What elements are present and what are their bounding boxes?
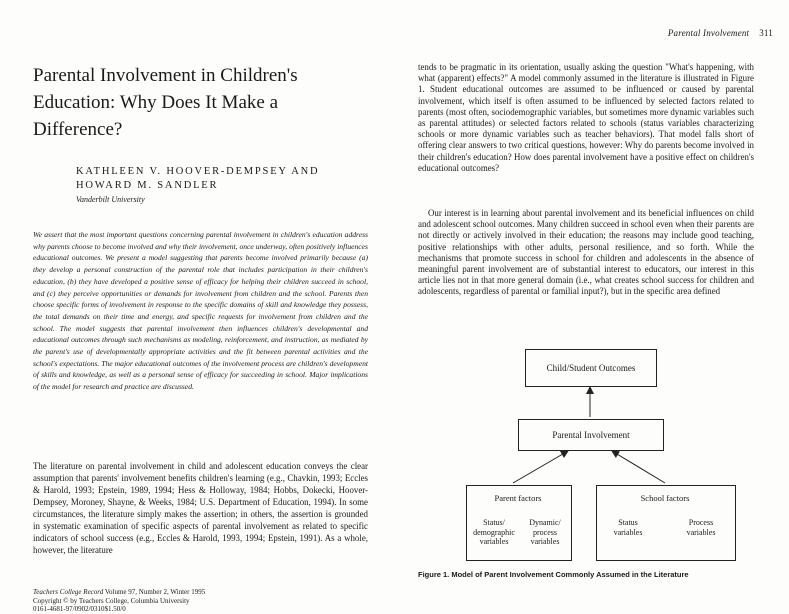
- body-text-left: The literature on parental involvement in child and adolescent education conveys the clear assumption that parents' involvement benefits children's learning (e.g., Chavkin, 1993; Eccles & Harold, 1993; Epstein, 1989, 1994; Hess & Holloway, 1984; Hobbs, Dokecki, Hoover-Dempsey, Moroney, Shayne, & Weeks, 1984; U.S. Department of Education, 1994). In some circumstances, the literature simply makes the assertion; in others, the assertion is grounded in systematic examination of specific aspects of parental involvement as related to specific indicators of school success (e.g., Eccles & Harold, 1993, 1994; Epstein, 1991). As a whole, however, the literature: [33, 461, 368, 555]
- parent-status-variables: [468, 518, 520, 547]
- parent-dynamic-line-3: variables: [530, 537, 560, 546]
- outcomes-label: Child/Student Outcomes: [546, 363, 636, 373]
- abstract: We assert that the most important questions concerning parental involvement in children's education address why parents choose to become involved and why their involvement, once underway, often positively influences educational outcomes. We present a model suggesting that parents become involved primarily because (a) they develop a personal construction of the parental role that includes participation in their children's education, (b) they have developed a positive sense of efficacy for helping their children succeed in school, and (c) they perceive opportunities or demands for involvement from children and the school. Parents then choose specific forms of involvement in response to the specific domains of skill and knowledge they possess, the total demands on their time and energy, and specific requests for involvement from children and the school. The model suggests that parental involvement then influences children's developmental and educational outcomes through such mechanisms as modeling, reinforcement, and instruction, as mediated by the parent's use of developmentally appropriate activities and the fit between parental activities and the school's expectations. The major educational outcomes of the involvement process are children's development of skills and knowledge, as well as a personal sense of efficacy for succeeding in school. Major implications of the model for research and practice are discussed.: [33, 230, 368, 392]
- journal-issue: Volume 97, Number 2, Winter 1995: [104, 588, 206, 596]
- author-line-2: HOWARD M. SANDLER: [76, 180, 219, 191]
- body-text-right-2: Our interest is in learning about parental involvement and its beneficial influences on child and adolescent school outcomes. Many children succeed in school even when their parents are not directly or actively involved in their education; the reasons may include good teaching, positive relationships with other adults, personal resilience, and so forth. While the mechanisms that promote success in school for children and adolescents in the absence of meaningful parent involvement are of substantial interest to educators, our interest in this article lies not in that more general domain (i.e., what creates school success for children and adolescents, regardless of parental or familial input?), but in the specific area defined: [418, 208, 754, 297]
- school-process-line-1: Process: [688, 518, 714, 527]
- arrow-parent-to-involvement: [513, 451, 568, 483]
- parent-dynamic-line-2: process: [533, 527, 557, 537]
- parent-factors-title: Parent factors: [494, 493, 542, 503]
- copyright: Copyright © by Teachers College, Columbia University: [33, 596, 190, 605]
- parent-status-line-2: demographic: [473, 527, 515, 537]
- running-head-title: Parental Involvement: [667, 28, 750, 38]
- school-status-line-1: Status: [618, 518, 638, 527]
- author-line-1: KATHLEEN V. HOOVER-DEMPSEY AND: [76, 166, 320, 177]
- journal-name: Teachers College Record: [33, 588, 104, 596]
- school-status-line-2: variables: [613, 527, 643, 537]
- article-title: Parental Involvement in Children's Education: Why Does It Make a Difference?: [33, 65, 298, 140]
- figure-caption: Figure 1. Model of Parent Involvement Commonly Assumed in the Literature: [418, 570, 689, 579]
- parent-dynamic-variables: [520, 518, 570, 547]
- outcomes-box: [525, 349, 657, 387]
- arrow-school-to-involvement: [612, 451, 665, 483]
- involvement-label: Parental Involvement: [552, 430, 630, 440]
- parent-status-line-3: variables: [479, 537, 509, 546]
- involvement-box: [518, 419, 664, 451]
- parent-status-line-1: Status/: [483, 518, 505, 527]
- affiliation: Vanderbilt University: [76, 195, 145, 204]
- body-text-right-1: tends to be pragmatic in its orientation, usually asking the question "What's happening, with what (apparent) effects?" A model commonly assumed in the literature is illustrated in Figure 1. Student educational outcomes are assumed to be influenced or caused by parental involvement, which itself is often assumed to be influenced by selected factors related to parents (most often, sociodemographic variables, but sometimes more dynamic variables such as parental attitudes) or selected factors related to schools (status variables characterizing schools or more dynamic variables such as teacher behaviors). That model falls short of offering clear answers to two critical questions, however: Why do parents become involved in their children's education? How does parental involvement have a positive effect on children's educational outcomes?: [418, 62, 754, 173]
- school-factors-title: School factors: [640, 493, 690, 503]
- page-number: 311: [759, 28, 773, 38]
- parent-dynamic-line-1: Dynamic/: [529, 518, 561, 527]
- journal-code: 0161-4681-97/0902/0310$1.50/0: [33, 605, 126, 613]
- school-process-variables: [670, 518, 732, 537]
- school-status-variables: [598, 518, 658, 537]
- school-process-line-2: variables: [686, 527, 716, 537]
